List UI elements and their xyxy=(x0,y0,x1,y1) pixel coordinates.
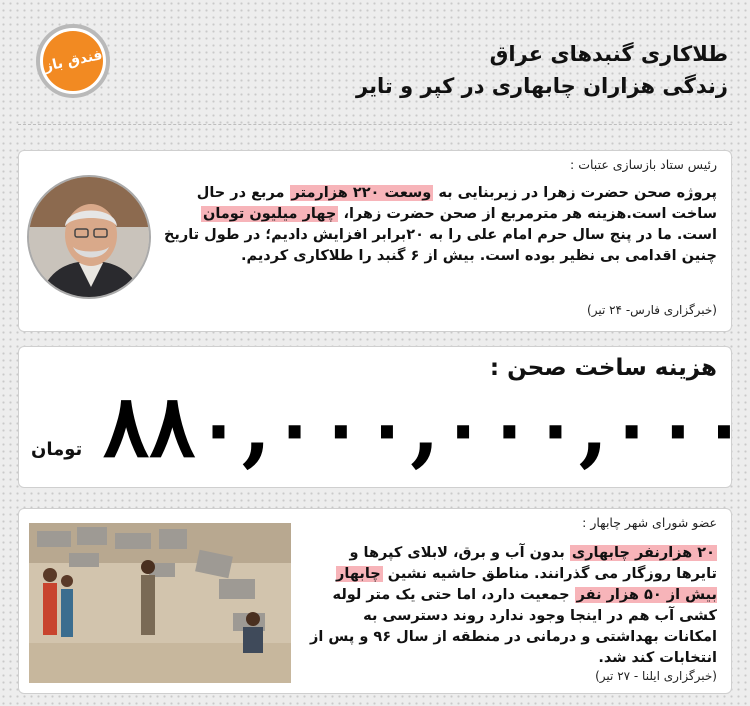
logo-text: فندق باز xyxy=(42,47,104,75)
quote-text xyxy=(305,543,717,669)
page-title xyxy=(128,38,728,102)
highlight-population: ۲۰ هزارنفر چابهاری xyxy=(571,545,715,561)
logo-badge xyxy=(36,24,110,98)
logo-circle xyxy=(43,31,103,91)
speaker-label: رئیس ستاد بازسازی عتبات : xyxy=(570,157,717,172)
highlight-cost: چهار میلیون تومان xyxy=(202,206,337,222)
speaker-label: عضو شورای شهر چابهار : xyxy=(582,515,717,530)
quote-text xyxy=(161,183,717,267)
news-source: (خبرگزاری ایلنا - ۲۷ تیر) xyxy=(595,669,717,683)
quote-card-atabat xyxy=(18,150,732,332)
children-photo xyxy=(29,523,291,683)
cost-unit: تومان xyxy=(31,439,83,460)
news-source: (خبرگزاری فارس- ۲۴ تیر) xyxy=(587,303,717,317)
children-illustration xyxy=(29,523,291,683)
title-line-1: طلاکاری گنبدهای عراق xyxy=(489,42,728,66)
quote-text-part: پروژه صحن حضرت زهرا در زیربنایی به xyxy=(433,185,717,201)
title-line-2: زندگی هزاران چابهاری در کپر و تایر xyxy=(356,74,728,98)
cost-amount: ۸۸۰,۰۰۰,۰۰۰,۰۰۰ xyxy=(103,376,748,477)
cost-title: هزینه ساخت صحن : xyxy=(489,355,717,381)
header-divider xyxy=(18,124,732,125)
portrait-photo xyxy=(27,175,151,299)
highlight-suburbs: چابهار بیش از ۵۰ هزار نفر xyxy=(336,566,717,603)
highlight-area: وسعت ۲۲۰ هزارمتر xyxy=(291,185,432,201)
quote-text-part: مربع در حال ساخت است.هزینه هر مترمربع از صحن حضرت زهرا، xyxy=(196,185,717,222)
quote-text-part: است. ما در پنج سال حرم امام علی را به ۲۰برابر افزایش دادیم؛ در طول تاریخ چنین اقدامی بی نظیر بوده است. بیش از ۶ گنبد را طلاکاری کردیم. xyxy=(163,227,717,264)
quote-text-part: بدون آب و برق، لابلای کپرها و تایرها روزگار می گذرانند. مناطق حاشیه نشین xyxy=(349,545,717,582)
portrait-illustration xyxy=(29,177,151,299)
quote-text-part: جمعیت دارد، اما حتی یک متر لوله کشی آب هم در اینجا وجود ندارد روند دسترسی به امکانات بهداشتی و درمانی در منطقه از سال ۹۶ و پس از انتخابات کند شد. xyxy=(310,587,717,666)
quote-card-chabahar xyxy=(18,508,732,694)
cost-card xyxy=(18,346,748,488)
